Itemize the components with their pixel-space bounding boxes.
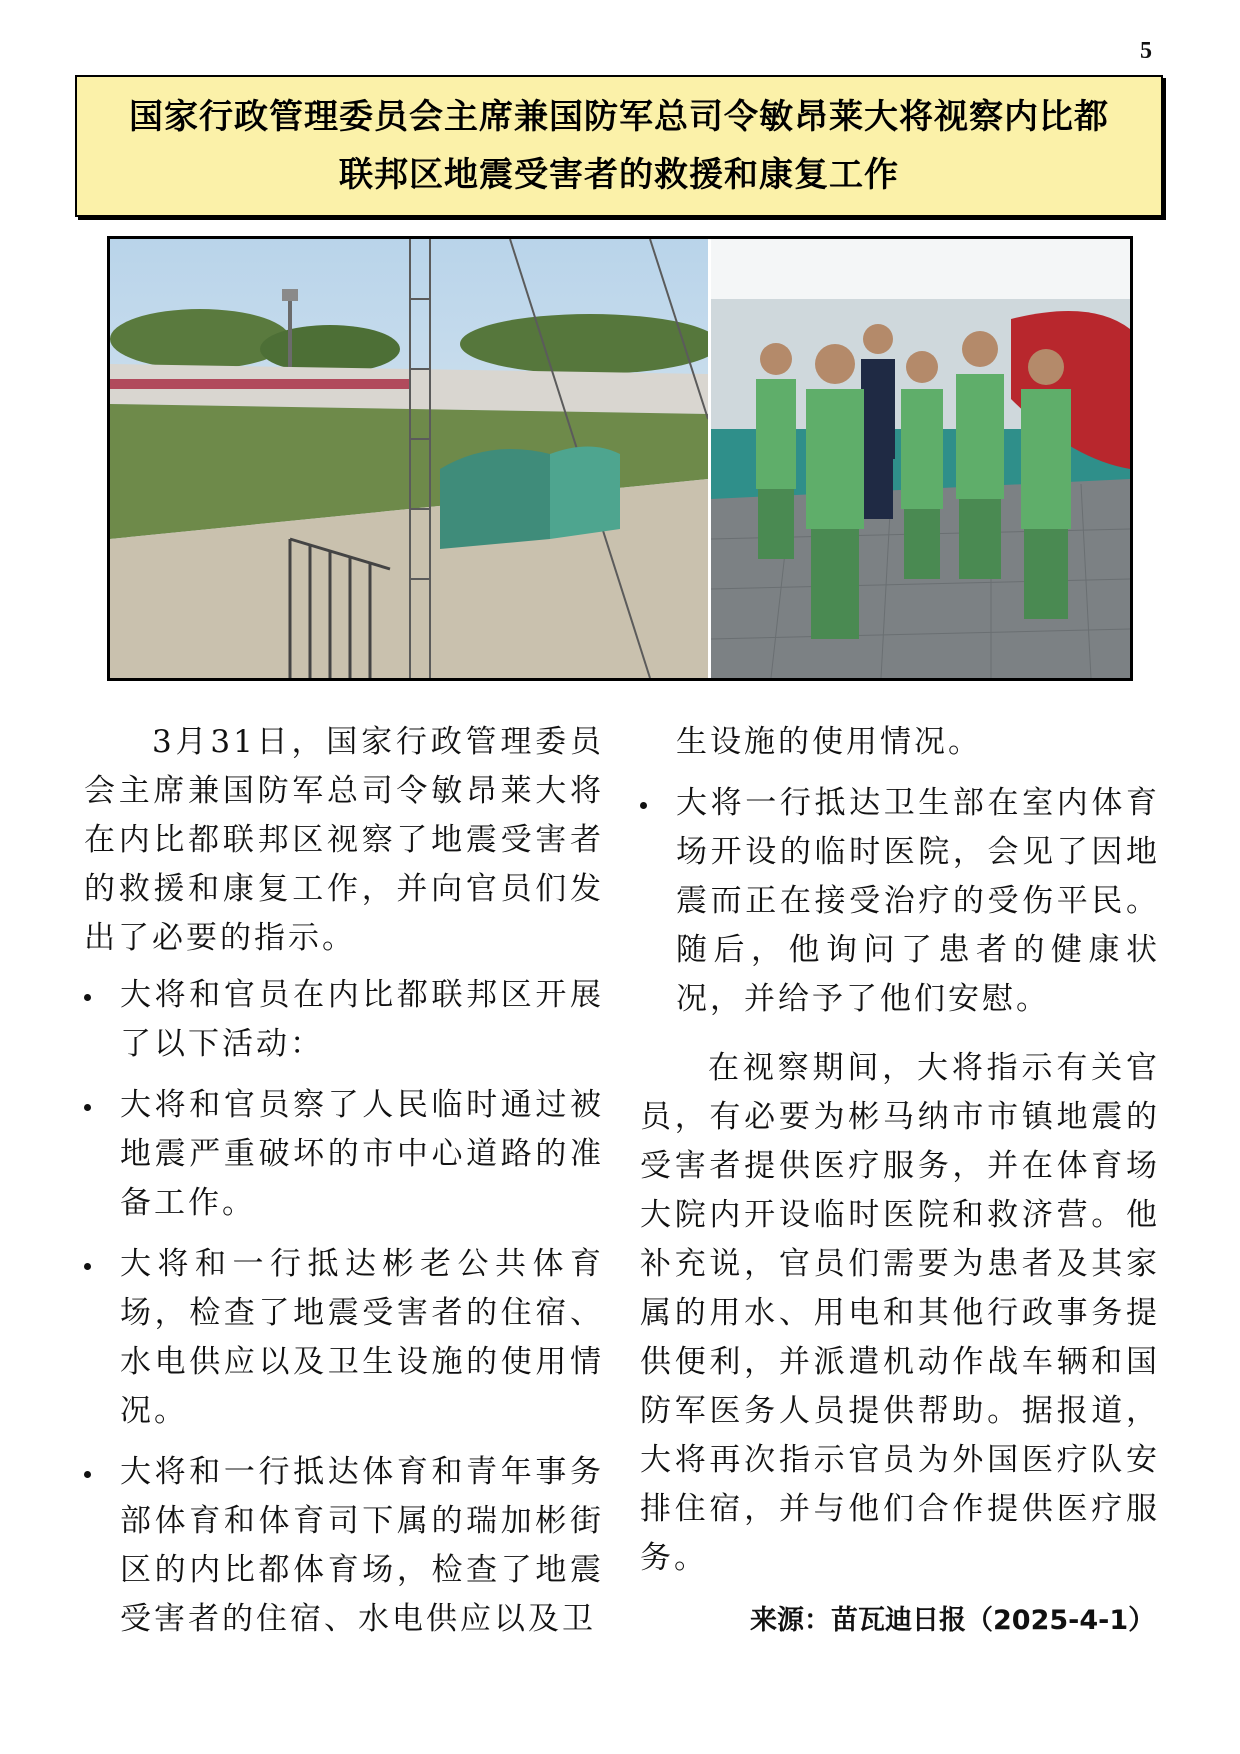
- closing-paragraph: 在视察期间，大将指示有关官员，有必要为彬马纳市市镇地震的受害者提供医疗服务，并在体育场大院内开设临时医院和救济营。他补充说，官员们需要为患者及其家属的用水、用电和其他行政事务提供便利，并派遣机动作战车辆和国防军医务人员提供帮助。据报道，大将再次指示官员为外国医疗队安排住宿，并与他们合作提供医疗服务。: [640, 1050, 1160, 1576]
- intro-paragraph: 3月31日，国家行政管理委员会主席兼国防军总司令敏昂莱大将在内比都联邦区视察了地震受害者的救援和康复工作，并向官员们发出了必要的指示。: [84, 724, 604, 956]
- activity-list-continued: [640, 779, 1160, 1024]
- headline-line-1: 国家行政管理委员会主席兼国防军总司令敏昂莱大将视察内比都: [129, 97, 1109, 137]
- photo-frame: [107, 236, 1133, 681]
- page-number: 5: [1140, 38, 1152, 64]
- activity-item: 大将和官员察了人民临时通过被地震严重破坏的市中心道路的准备工作。: [84, 1081, 604, 1228]
- stadium-photo: [110, 239, 708, 678]
- activity-item: 大将一行抵达卫生部在室内体育场开设的临时医院，会见了因地震而正在接受治疗的受伤平民。随后，他询问了患者的健康状况，并给予了他们安慰。: [640, 779, 1160, 1024]
- article-column-left: [84, 718, 604, 1656]
- activity-item-continuation: 生设施的使用情况。: [676, 724, 982, 760]
- source-credit: 来源：苗瓦迪日报（2025-4-1）: [750, 1605, 1156, 1636]
- article-column-right: [640, 718, 1160, 1583]
- activity-item: 大将和一行抵达彬老公共体育场，检查了地震受害者的住宿、水电供应以及卫生设施的使用情况。: [84, 1240, 604, 1436]
- officials-photo: [711, 239, 1130, 678]
- headline-line-2: 联邦区地震受害者的救援和康复工作: [339, 155, 899, 195]
- activity-item: 大将和一行抵达体育和青年事务部体育和体育司下属的瑞加彬街区的内比都体育场，检查了地震受害者的住宿、水电供应以及卫: [84, 1448, 604, 1644]
- activity-list: [84, 971, 604, 1644]
- headline-box: [75, 75, 1163, 217]
- activity-item: 大将和官员在内比都联邦区开展了以下活动：: [84, 971, 604, 1069]
